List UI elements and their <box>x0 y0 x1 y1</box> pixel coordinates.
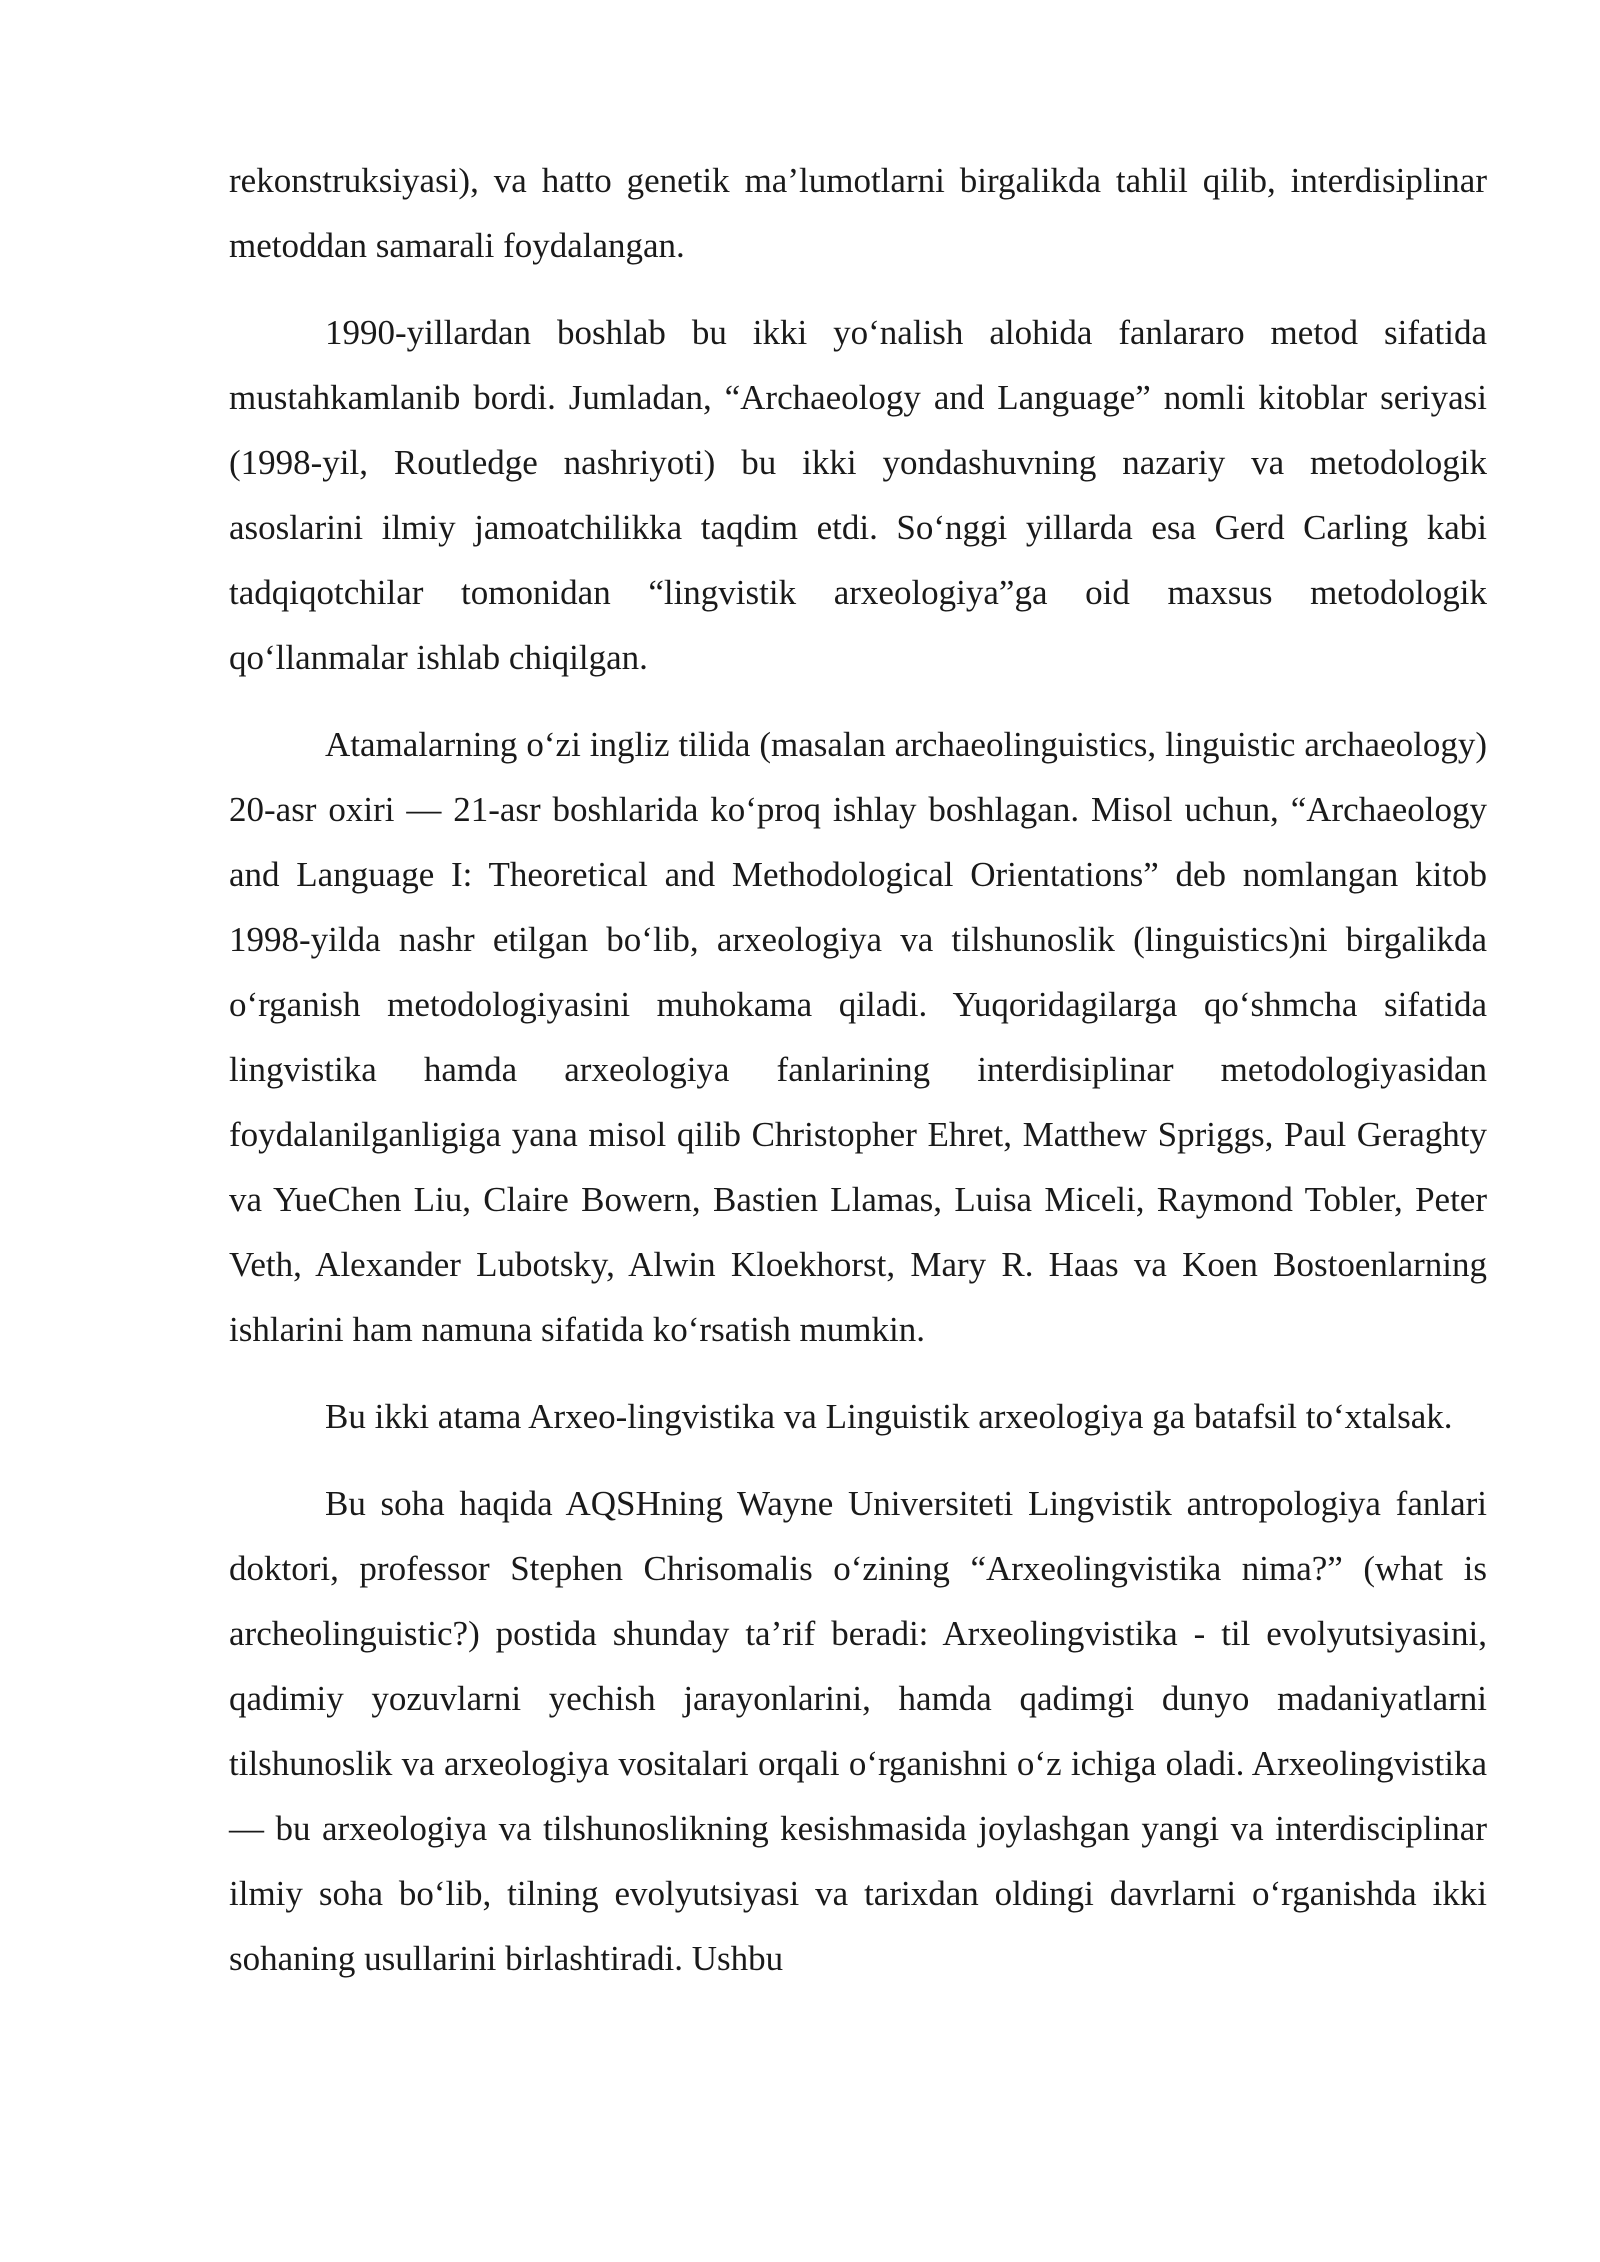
paragraph-two-terms: Bu ikki atama Arxeo-lingvistika va Linguistik arxeologiya ga batafsil to‘xtalsak. <box>325 1397 1453 1436</box>
paragraph-1990s-methods: 1990-yillardan boshlab bu ikki yo‘nalish alohida fanlararo metod sifatida mustahkamlanib bordi. Jumladan, “Archaeology and Language” nomli kitoblar seriyasi (1998-yil, Routledge nashriyoti) bu ikki yondashuvning nazariy va metodologik asoslarini ilmiy jamoatchilikka taqdim etdi. So‘nggi yillarda esa Gerd Carling kabi tadqiqotchilar tomonidan “lingvistik arxeologiya”ga oid maxsus metodologik qo‘llanmalar ishlab chiqilgan. <box>229 313 1487 677</box>
document-body <box>229 148 1487 2013</box>
paragraph-terminology: Atamalarning o‘zi ingliz tilida (masalan archaeolinguistics, linguistic archaeology) 20-asr oxiri — 21-asr boshlarida ko‘proq ishlay boshlagan. Misol uchun, “Archaeology and Language I: Theoretical and Methodological Orientations” deb nomlangan kitob 1998-yilda nashr etilgan bo‘lib, arxeologiya va tilshunoslik (linguistics)ni birgalikda o‘rganish metodologiyasini muhokama qiladi. Yuqoridagilarga qo‘shmcha sifatida lingvistika hamda arxeologiya fanlarining interdisiplinar metodologiyasidan foydalanilganligiga yana misol qilib Christopher Ehret, Matthew Spriggs, Paul Geraghty va YueChen Liu, Claire Bowern, Bastien Llamas, Luisa Miceli, Raymond Tobler, Peter Veth, Alexander Lubotsky, Alwin Kloekhorst, Mary R. Haas va Koen Bostoenlarning ishlarini ham namuna sifatida ko‘rsatish mumkin. <box>229 725 1487 1349</box>
paragraph-continued: rekonstruksiyasi), va hatto genetik ma’lumotlarni birgalikda tahlil qilib, interdisiplinar metoddan samarali foydalangan. <box>229 161 1487 265</box>
paragraph-definition: Bu soha haqida AQSHning Wayne Universiteti Lingvistik antropologiya fanlari doktori, professor Stephen Chrisomalis o‘zining “Arxeolingvistika nima?” (what is archeolinguistic?) postida shunday ta’rif beradi: Arxeolingvistika - til evolyutsiyasini, qadimiy yozuvlarni yechish jarayonlarini, hamda qadimgi dunyo madaniyatlarni tilshunoslik va arxeologiya vositalari orqali o‘rganishni o‘z ichiga oladi. Arxeolingvistika — bu arxeologiya va tilshunoslikning kesishmasida joylashgan yangi va interdisciplinar ilmiy soha bo‘lib, tilning evolyutsiyasi va tarixdan oldingi davrlarni o‘rganishda ikki sohaning usullarini birlashtiradi. Ushbu <box>229 1484 1487 1978</box>
